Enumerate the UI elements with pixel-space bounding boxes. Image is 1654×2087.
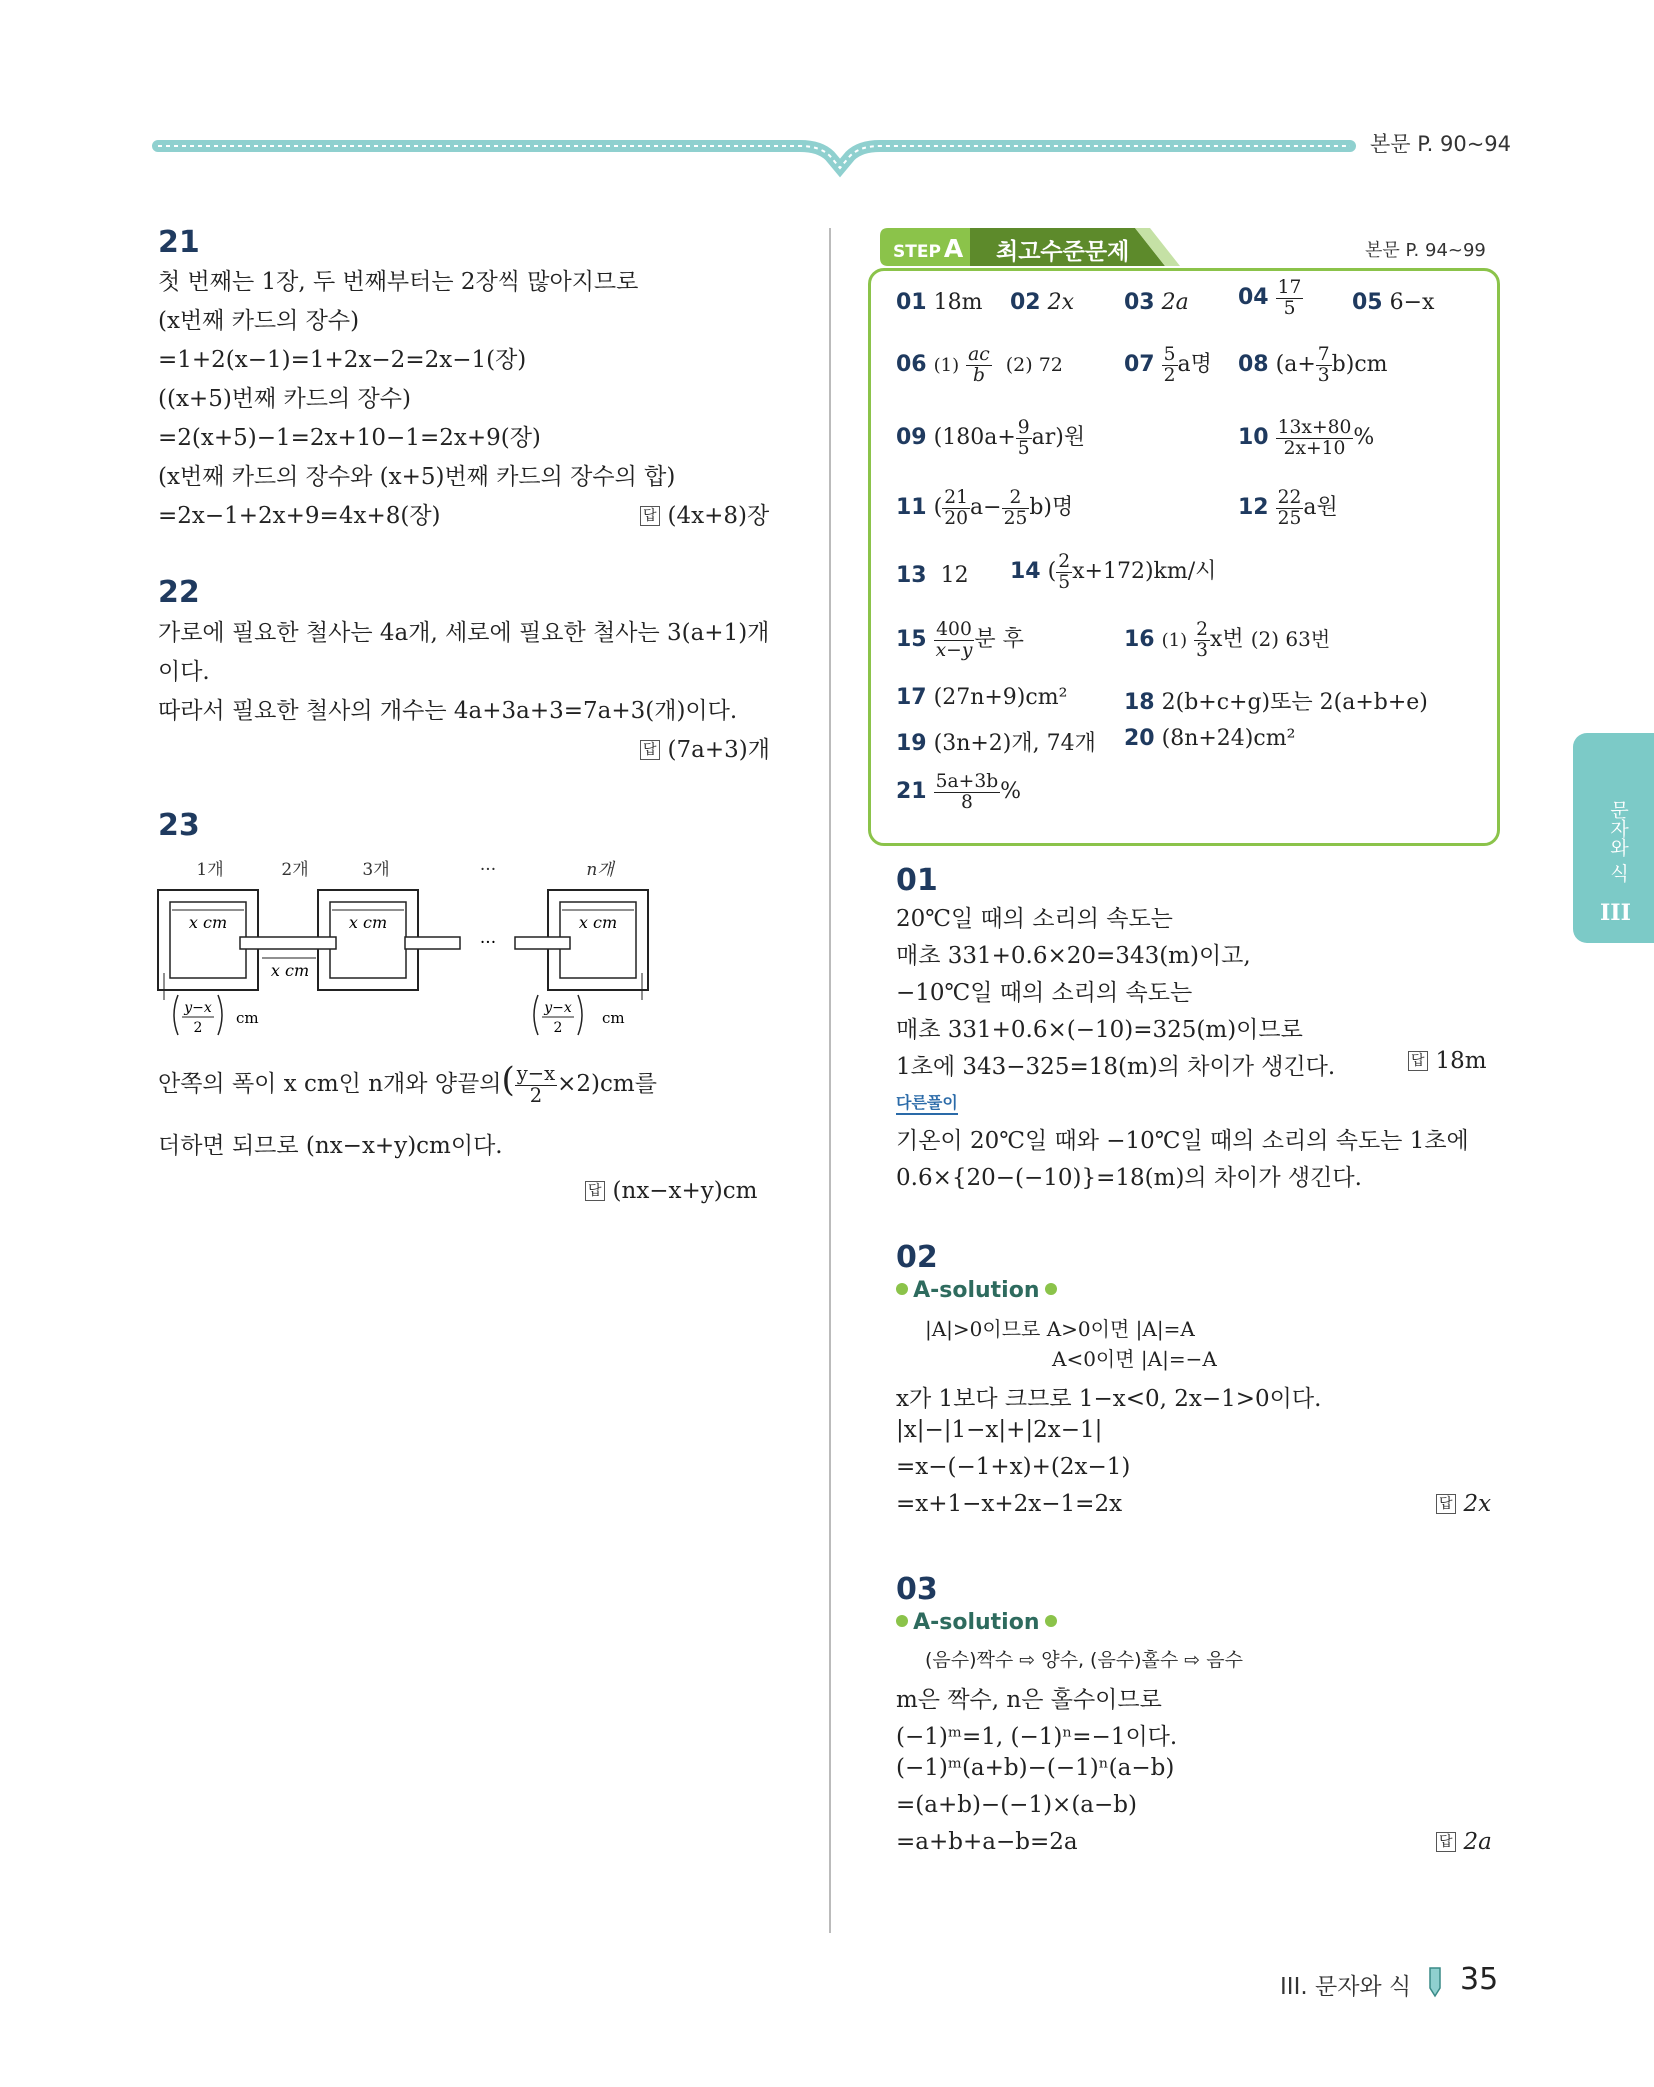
s01-line-2: 매초 331+0.6×20=343(m)이고,: [896, 943, 1251, 969]
pencil-icon: [1426, 1966, 1444, 1998]
side-tab-label: 문자와 식: [1607, 800, 1629, 883]
answer-badge: 답: [1408, 1051, 1428, 1071]
s01-line-3: −10℃일 때의 소리의 속도는: [896, 980, 1193, 1006]
q22-line-1: 가로에 필요한 철사는 4a개, 세로에 필요한 철사는 3(a+1)개: [158, 620, 770, 646]
label-3: 3개: [362, 860, 390, 880]
q22-line-2: 이다.: [158, 659, 210, 685]
answer-14: 14 ( $\frac{2}{5}$ x+172)km/시: [1010, 551, 1217, 593]
q23-line-2: 더하면 되므로 (nx−x+y)cm이다.: [158, 1133, 503, 1159]
q23-number: 23: [158, 808, 200, 843]
s02-line-1: x가 1보다 크므로 1−x<0, 2x−1>0이다.: [896, 1386, 1322, 1412]
answer-03: 03 2a: [1124, 290, 1189, 315]
q21-number: 21: [158, 225, 200, 260]
answer-badge: 답: [640, 506, 660, 526]
q21-line-7: =2x−1+2x+9=4x+8(장): [158, 503, 441, 529]
s02-answer: 답 2x: [1436, 1491, 1491, 1517]
q21-line-4: ((x+5)번째 카드의 장수): [158, 386, 411, 412]
header-ribbon: [150, 128, 1360, 178]
frac-num-left: y−x: [184, 1000, 212, 1016]
answer-04: 04 $\frac{17}{5}$: [1238, 277, 1302, 319]
q21-line-5: =2(x+5)−1=2x+10−1=2x+9(장): [158, 425, 541, 451]
q23-answer: 답 (nx−x+y)cm: [585, 1178, 757, 1204]
s01-number: 01: [896, 863, 938, 898]
step-title: 최고수준문제: [996, 239, 1130, 265]
answer-17: 17 (27n+9)cm²: [896, 685, 1068, 710]
q21-answer: 답 (4x+8)장: [640, 497, 769, 530]
s03-sol-line: (음수)짝수 ⇨ 양수, (음수)홀수 ⇨ 음수: [925, 1649, 1243, 1671]
answer-06: 06 (1) $\frac{ac}{b}$ (2) 72: [896, 344, 1063, 386]
q21-line-3: =1+2(x−1)=1+2x−2=2x−1(장): [158, 347, 527, 373]
unit-right: cm: [602, 1009, 625, 1027]
answer-badge: 답: [1436, 1494, 1456, 1514]
s03-answer: 답 2a: [1436, 1829, 1492, 1855]
answer-05: 05 6−x: [1352, 290, 1435, 315]
s02-line-3: =x−(−1+x)+(2x−1): [896, 1454, 1131, 1480]
footer-chapter: III. 문자와 식: [1280, 1974, 1412, 2000]
s01-line-5: 1초에 343−325=18(m)의 차이가 생긴다.: [896, 1054, 1336, 1080]
answer-badge: 답: [1436, 1832, 1456, 1852]
connector-1: [240, 937, 336, 949]
s03-solution-label: A-solution: [896, 1610, 1057, 1635]
answer-badge: 답: [640, 740, 660, 760]
s03-line-1: m은 짝수, n은 홀수이므로: [896, 1687, 1162, 1713]
frac-den-left: 2: [193, 1020, 203, 1036]
page-number: 35: [1460, 1962, 1499, 1997]
label-dots: ···: [479, 860, 497, 880]
connector-2: [405, 937, 460, 949]
label-2: 2개: [281, 860, 309, 880]
xcm-n: x cm: [578, 913, 618, 932]
unit-left: cm: [236, 1009, 259, 1027]
s01-answer: 답 18m: [1408, 1048, 1487, 1074]
q23-fraction: $\frac{y-x}{2}$: [516, 1061, 556, 1107]
answer-19: 19 (3n+2)개, 74개: [896, 731, 1096, 756]
q22-answer: 답 (7a+3)개: [640, 731, 770, 764]
s02-line-4: =x+1−x+2x−1=2x: [896, 1491, 1123, 1517]
answer-08: 08 (a+ $\frac{7}{3}$ b)cm: [1238, 344, 1388, 386]
s03-line-2: (−1)ᵐ=1, (−1)ⁿ=−1이다.: [896, 1724, 1178, 1750]
xcm-2: x cm: [348, 913, 388, 932]
s02-solution-label: A-solution: [896, 1278, 1057, 1303]
answer-18: 18 2(b+c+g)또는 2(a+b+e): [1124, 690, 1428, 715]
step-ref: 본문 P. 94~99: [1365, 240, 1486, 261]
diagram-dots: ···: [479, 933, 497, 953]
s03-line-4: =(a+b)−(−1)×(a−b): [896, 1792, 1137, 1818]
xcm-gap: x cm: [270, 961, 310, 980]
q22-number: 22: [158, 575, 200, 610]
s02-line-2: |x|−|1−x|+|2x−1|: [896, 1417, 1103, 1443]
s01-line-1: 20℃일 때의 소리의 속도는: [896, 906, 1173, 932]
s03-number: 03: [896, 1572, 938, 1607]
connector-3: [515, 937, 570, 949]
q21-line-2: (x번째 카드의 장수): [158, 308, 360, 334]
header-ref: 본문 P. 90~94: [1370, 132, 1512, 156]
s03-line-5: =a+b+a−b=2a: [896, 1829, 1078, 1855]
answer-21: 21 $\frac{5a+3b}{8}$ %: [896, 771, 1022, 813]
q21-line-6: (x번째 카드의 장수와 (x+5)번째 카드의 장수의 합): [158, 464, 676, 490]
answer-badge: 답: [585, 1181, 605, 1201]
answer-13: 13 12: [896, 563, 969, 588]
s02-sol-line-2: A<0이면 |A|=−A: [1052, 1347, 1217, 1371]
answer-16: 16 (1) $\frac{2}{3}$ x번 (2) 63번: [1124, 619, 1331, 661]
answer-11: 11 ( $\frac{21}{20}$ a− $\frac{2}{25}$ b)명: [896, 487, 1074, 529]
side-tab-roman: III: [1600, 900, 1631, 926]
s02-sol-line-1: |A|>0이므로 A>0이면 |A|=A: [925, 1317, 1195, 1341]
answer-07: 07 $\frac{5}{2}$ a명: [1124, 344, 1212, 386]
s02-number: 02: [896, 1240, 938, 1275]
s03-line-3: (−1)ᵐ(a+b)−(−1)ⁿ(a−b): [896, 1755, 1175, 1781]
q23-line-1: 안쪽의 폭이 x cm인 n개와 양끝의( $\frac{y-x}{2}$ ×2)cm를: [158, 1060, 657, 1107]
answer-20: 20 (8n+24)cm²: [1124, 726, 1296, 751]
answer-12: 12 $\frac{22}{25}$ a원: [1238, 487, 1338, 529]
s01-alt-line-2: 0.6×{20−(−10)}=18(m)의 차이가 생긴다.: [896, 1165, 1362, 1191]
step-label: STEP A: [893, 234, 964, 263]
answer-09: 09 (180a+ $\frac{9}{5}$ ar)원: [896, 417, 1086, 459]
q22-line-3: 따라서 필요한 철사의 개수는 4a+3a+3=7a+3(개)이다.: [158, 698, 738, 724]
alt-solution-label: 다른풀이: [896, 1090, 958, 1115]
frac-num-right: y−x: [544, 1000, 572, 1016]
label-1: 1개: [196, 860, 224, 880]
answer-02: 02 2x: [1010, 290, 1075, 315]
label-n: n개: [586, 860, 614, 880]
s01-alt-line-1: 기온이 20℃일 때와 −10℃일 때의 소리의 속도는 1초에: [896, 1128, 1469, 1154]
s01-line-4: 매초 331+0.6×(−10)=325(m)이므로: [896, 1017, 1303, 1043]
column-divider: [829, 228, 831, 1933]
answer-15: 15 $\frac{400}{x-y}$ 분 후: [896, 619, 1024, 661]
q23-diagram: [150, 855, 670, 1050]
frac-den-right: 2: [553, 1020, 563, 1036]
xcm-1: x cm: [188, 913, 228, 932]
answer-10: 10 $\frac{13x+80}{2x+10}$ %: [1238, 417, 1375, 459]
answer-01: 01 18m: [896, 290, 983, 315]
diagram-labels: [196, 859, 615, 880]
q21-line-1: 첫 번째는 1장, 두 번째부터는 2장씩 많아지므로: [158, 269, 639, 295]
